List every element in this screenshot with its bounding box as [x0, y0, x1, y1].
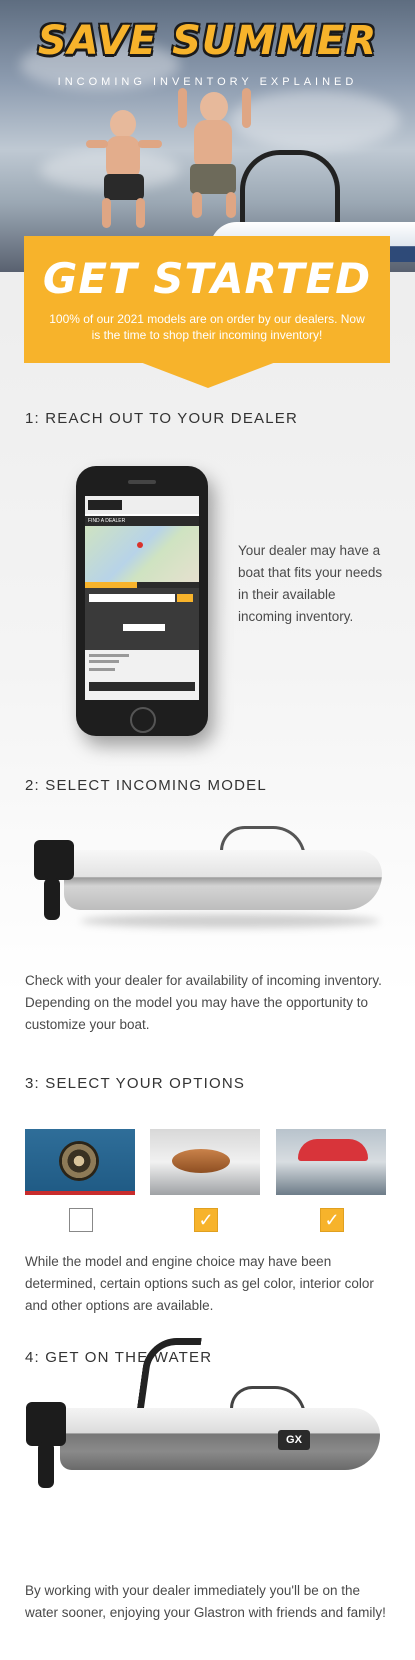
- hero-title: SAVE SUMMER: [37, 18, 378, 64]
- get-started-panel: [24, 236, 390, 363]
- option-checkbox-speaker[interactable]: [69, 1208, 93, 1232]
- step-4-text: By working with your dealer immediately you'll be on the water sooner, enjoying your Glastron with friends and family!: [25, 1583, 386, 1620]
- find-dealer-header: FIND A DEALER: [85, 516, 199, 526]
- checkmark-icon: ✓: [324, 1210, 340, 1230]
- speaker-option-image: [25, 1129, 135, 1195]
- model-badge: GX: [278, 1430, 310, 1450]
- speaker-icon: [59, 1141, 99, 1181]
- home-button-icon: [130, 707, 156, 733]
- hero-banner: [0, 0, 415, 272]
- glastron-boat-image: [20, 1338, 380, 1498]
- step-3-heading: 3: SELECT YOUR OPTIONS: [25, 1075, 246, 1092]
- step-2-text: Check with your dealer for availability of incoming inventory. Depending on the model you may have the opportunity to customize your boat.: [25, 973, 382, 1032]
- step-2-heading: 2: SELECT INCOMING MODEL: [25, 777, 267, 794]
- down-arrow-icon: [140, 362, 276, 388]
- table-option-image: [150, 1129, 260, 1195]
- table-icon: [172, 1149, 230, 1173]
- step-3-text: While the model and engine choice may have been determined, certain options such as gel color, interior color and other options are available.: [25, 1254, 374, 1313]
- logo-icon: [88, 500, 122, 510]
- bimini-top-option-image: [276, 1129, 386, 1195]
- map-image: [85, 526, 199, 582]
- dealer-locator-screen: [85, 496, 199, 700]
- jumping-kid-left: [86, 110, 166, 230]
- incoming-model-boat-image: [20, 818, 380, 938]
- checkmark-icon: ✓: [198, 1210, 214, 1230]
- get-started-text: 100% of our 2021 models are on order by our dealers. Now is the time to shop their incoming inventory!: [49, 312, 365, 342]
- option-checkbox-table[interactable]: [194, 1208, 218, 1232]
- step-1-heading: 1: REACH OUT TO YOUR DEALER: [25, 410, 299, 427]
- step-4-heading: 4: GET ON THE WATER: [25, 1349, 213, 1366]
- hero-subtitle: INCOMING INVENTORY EXPLAINED: [57, 76, 358, 88]
- option-checkbox-bimini[interactable]: [320, 1208, 344, 1232]
- bimini-top-icon: [298, 1139, 368, 1161]
- phone-mockup-image: [76, 466, 208, 736]
- map-pin-icon: [137, 542, 143, 548]
- step-1-text: Your dealer may have a boat that fits your needs in their available incoming inventory.: [238, 543, 383, 624]
- get-started-title: GET STARTED: [42, 254, 372, 303]
